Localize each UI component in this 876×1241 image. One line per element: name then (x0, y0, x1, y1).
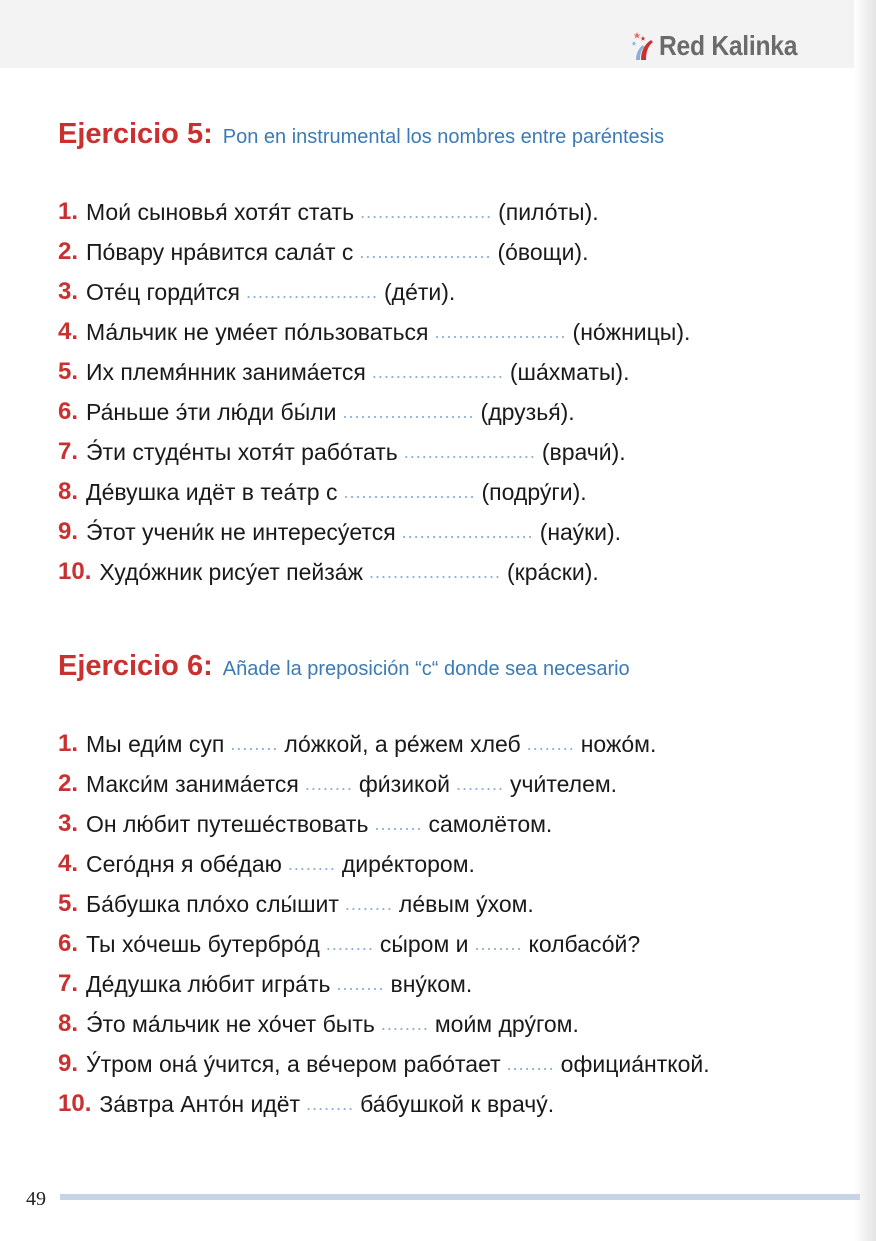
answer-blank[interactable]: ........ (526, 733, 575, 754)
sentence-text: Мои́ сыновья́ хотя́т стать (86, 198, 355, 225)
list-item (58, 1044, 818, 1084)
sentence-text: Макси́м занима́ется (86, 770, 299, 797)
answer-blank[interactable]: ...................... (245, 281, 379, 302)
sentence-text: ба́бушкой к врачу́. (360, 1090, 555, 1117)
item-number: 5. (58, 890, 79, 917)
list-item (58, 472, 818, 512)
list-item (58, 804, 818, 844)
answer-blank[interactable]: ...................... (359, 241, 492, 262)
exercise-title: Ejercicio 5: (58, 118, 213, 150)
sentence-text: Де́душка лю́бит игра́ть (86, 970, 331, 997)
sentence-text: Худо́жник рису́ет пейза́ж (99, 558, 363, 585)
list-item (58, 192, 818, 232)
exercise-5-list (58, 192, 818, 592)
hint-text: (ша́хматы). (509, 358, 630, 385)
list-item (58, 232, 818, 272)
sentence-text: Мы еди́м суп (86, 730, 225, 757)
exercise-instruction: Añade la preposición “c“ donde sea necesario (222, 658, 630, 680)
answer-blank[interactable]: ...................... (343, 481, 476, 502)
answer-blank[interactable]: ........ (474, 933, 523, 954)
item-number: 2. (58, 770, 79, 797)
list-item (58, 352, 818, 392)
exercise-5 (58, 118, 818, 592)
item-number: 7. (58, 970, 79, 997)
sentence-text: Э́ти студе́нты хотя́т рабо́тать (86, 438, 398, 465)
sentence-text: За́втра Анто́н идёт (99, 1090, 301, 1117)
sentence-text: ножо́м. (580, 730, 657, 757)
item-number: 3. (58, 278, 79, 305)
answer-blank[interactable]: ........ (287, 853, 336, 874)
answer-blank[interactable]: ........ (336, 973, 385, 994)
sentence-text: сы́ром и (379, 930, 469, 957)
sentence-text: Де́вушка идёт в теа́тр с (86, 478, 338, 505)
answer-blank[interactable]: ...................... (434, 321, 567, 342)
sentence-text: Он лю́бит путеше́ствовать (86, 810, 369, 837)
item-number: 8. (58, 478, 79, 505)
sentence-text: Сего́дня я обе́даю (86, 850, 282, 877)
sentence-text: Ма́льчик не уме́ет по́льзоваться (86, 318, 429, 345)
item-number: 7. (58, 438, 79, 465)
list-item (58, 432, 818, 472)
sentence-text: дире́ктором. (341, 850, 475, 877)
answer-blank[interactable]: ...................... (360, 201, 493, 222)
answer-blank[interactable]: ...................... (401, 521, 534, 542)
page-number: 49 (26, 1188, 46, 1210)
list-item (58, 884, 818, 924)
exercise-title: Ejercicio 6: (58, 650, 213, 682)
sentence-text: мои́м дру́гом. (434, 1010, 579, 1037)
answer-blank[interactable]: ........ (456, 773, 505, 794)
item-number: 3. (58, 810, 79, 837)
list-item (58, 1004, 818, 1044)
sentence-text: Э́тот учени́к не интересу́ется (86, 518, 396, 545)
item-number: 9. (58, 1050, 79, 1077)
list-item (58, 724, 818, 764)
answer-blank[interactable]: ........ (304, 773, 353, 794)
list-item (58, 924, 818, 964)
footer-rule (60, 1194, 860, 1200)
list-item (58, 392, 818, 432)
sentence-text: учи́телем. (510, 770, 618, 797)
list-item (58, 312, 818, 352)
sentence-text: вну́ком. (390, 970, 473, 997)
list-item (58, 512, 818, 552)
item-number: 4. (58, 318, 79, 345)
list-item (58, 552, 818, 592)
brand-name: Red Kalinka (659, 30, 798, 61)
sentence-text: ло́жкой, а ре́жем хлеб (284, 730, 521, 757)
kalinka-logo-icon (631, 30, 655, 62)
item-number: 2. (58, 238, 79, 265)
hint-text: (о́вощи). (497, 238, 589, 265)
hint-text: (подру́ги). (481, 478, 587, 505)
list-item (58, 964, 818, 1004)
list-item (58, 1084, 818, 1124)
sentence-text: ле́вым у́хом. (398, 890, 534, 917)
sentence-text: Ба́бушка пло́хо слы́шит (86, 890, 339, 917)
answer-blank[interactable]: ...................... (368, 561, 501, 582)
hint-text: (нау́ки). (539, 518, 622, 545)
sentence-text: Э́то ма́льчик не хо́чет быть (86, 1010, 375, 1037)
item-number: 6. (58, 930, 79, 957)
item-number: 10. (58, 1090, 92, 1117)
item-number: 6. (58, 398, 79, 425)
item-number: 4. (58, 850, 79, 877)
sentence-text: По́вару нра́вится сала́т с (86, 238, 354, 265)
exercise-6-list (58, 724, 818, 1124)
sentence-text: Ра́ньше э́ти лю́ди бы́ли (86, 398, 337, 425)
sentence-text: Ты хо́чешь бутербро́д (86, 930, 320, 957)
exercise-instruction: Pon en instrumental los nombres entre paréntesis (222, 126, 665, 148)
answer-blank[interactable]: ........ (344, 893, 393, 914)
hint-text: (де́ти). (384, 278, 456, 305)
list-item (58, 844, 818, 884)
answer-blank[interactable]: ........ (374, 813, 423, 834)
hint-text: (но́жницы). (572, 318, 691, 345)
sentence-text: официа́нткой. (560, 1050, 710, 1077)
list-item (58, 764, 818, 804)
answer-blank[interactable]: ...................... (371, 361, 504, 382)
sentence-text: Их племя́нник занима́ется (86, 358, 366, 385)
answer-blank[interactable]: ........ (325, 933, 374, 954)
answer-blank[interactable]: ........ (506, 1053, 555, 1074)
sentence-text: колбасо́й? (528, 930, 641, 957)
sentence-text: фи́зикой (358, 770, 450, 797)
sentence-text: самолётом. (428, 810, 553, 837)
item-number: 8. (58, 1010, 79, 1037)
answer-blank[interactable]: ...................... (342, 401, 475, 422)
hint-text: (врачи́). (541, 438, 626, 465)
item-number: 5. (58, 358, 79, 385)
item-number: 1. (58, 198, 79, 225)
list-item (58, 272, 818, 312)
item-number: 10. (58, 558, 92, 585)
answer-blank[interactable]: ........ (380, 1013, 429, 1034)
hint-text: (кра́ски). (507, 558, 599, 585)
answer-blank[interactable]: ...................... (403, 441, 536, 462)
answer-blank[interactable]: ........ (306, 1093, 355, 1114)
hint-text: (друзья́). (480, 398, 575, 425)
answer-blank[interactable]: ........ (230, 733, 279, 754)
sentence-text: У́тром она́ у́чится, а ве́чером рабо́тает (86, 1050, 501, 1077)
page-edge-shadow (854, 0, 876, 1241)
item-number: 1. (58, 730, 79, 757)
hint-text: (пило́ты). (498, 198, 599, 225)
item-number: 9. (58, 518, 79, 545)
sentence-text: Оте́ц горди́тся (86, 278, 240, 305)
exercise-6 (58, 650, 818, 1124)
brand-logo (631, 26, 816, 66)
